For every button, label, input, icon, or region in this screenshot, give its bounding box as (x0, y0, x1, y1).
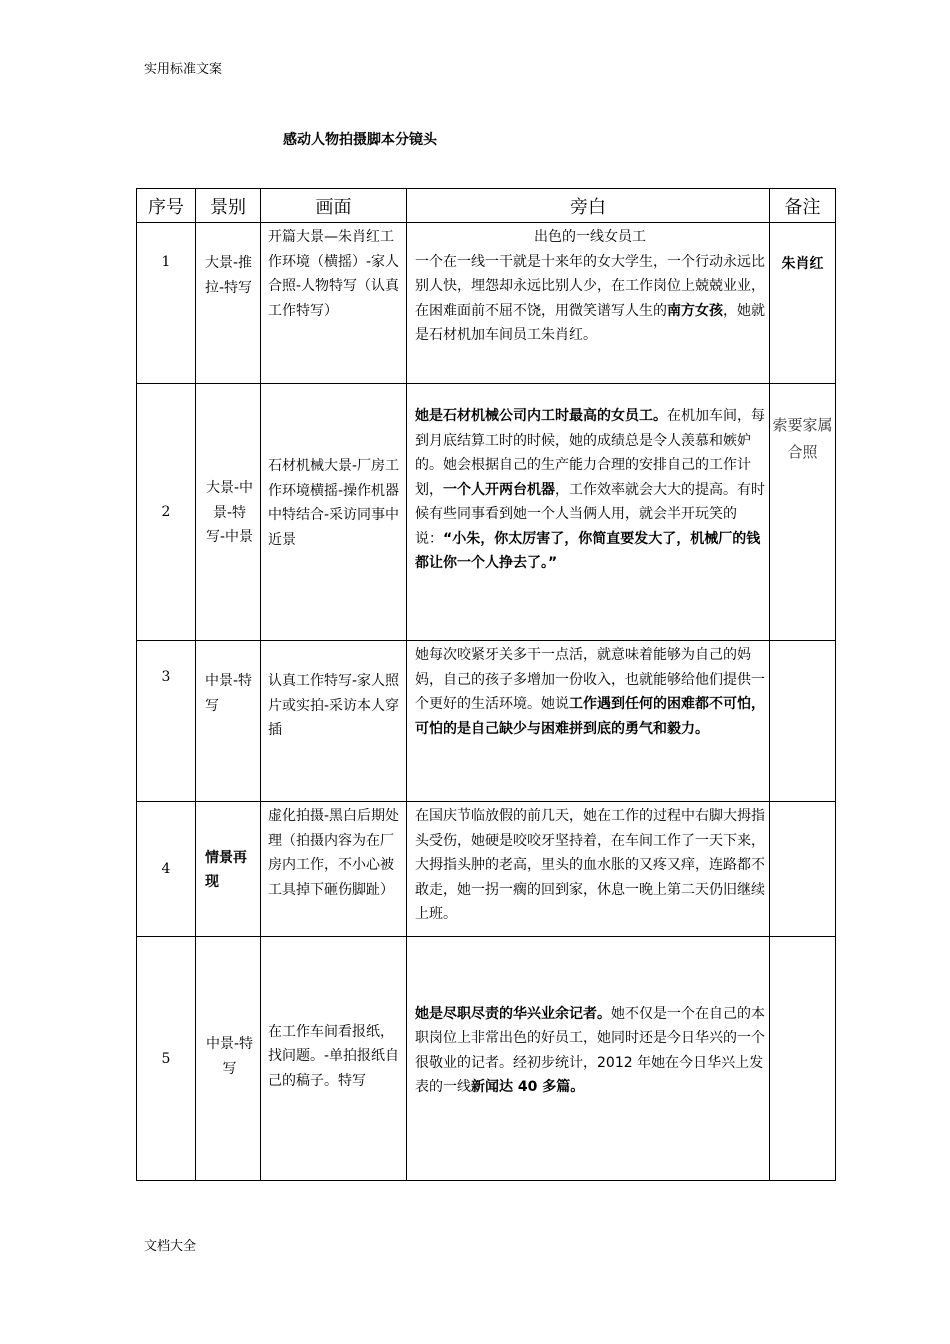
narration-cell (407, 384, 770, 641)
table-row (137, 384, 836, 641)
row-number: 1 (137, 223, 196, 384)
notes-cell (770, 937, 836, 1181)
shot-type-cell (196, 641, 261, 802)
table-header-row (137, 189, 836, 223)
narration (407, 998, 769, 1120)
table-row (137, 937, 836, 1181)
narration-cell (407, 937, 770, 1181)
narration (407, 641, 769, 741)
shot-type: 情景再现 (205, 849, 247, 890)
table-row (137, 641, 836, 802)
shot-type: 中景-特写 (205, 673, 253, 714)
narration: 在国庆节临放假的前几天，她在工作的过程中右脚大拇指头受伤，她硬是咬咬牙坚持着，在车间工作了一天下来，大拇指头肿的老高，里头的血水胀的又疼又痒，连路都不敢走，她一拐一瘸的回到家，休息一晚上第二天仍旧继续上班。 (415, 808, 765, 922)
scene-cell (261, 937, 407, 1181)
scene-description: 认真工作特写-家人照片或实拍-采访本人穿插 (268, 673, 400, 738)
storyboard-table (136, 188, 836, 1181)
table-row (137, 223, 836, 384)
scene-description: 在工作车间看报纸，找问题。-单拍报纸自己的稿子。特写 (268, 1023, 400, 1089)
narration-highlight: 她是石材机械公司内工时最高的女员工。 (415, 408, 667, 425)
narration-text: 一个在一线一干就是十来年的女大学生，一个行动永远比别人快，埋怨却永远比别人少，在工作岗位上兢兢业业，在困难面前不屈不饶，用微笑谱写人生的 (415, 253, 765, 319)
narration-highlight: 新闻达 40 多篇。 (471, 1079, 585, 1095)
narration-text: 在机加车间，每到月底结算工时的时候，她的成绩总是令人羡慕和嫉妒的。她会根据自己的生产能力合理的安排自己的工作计划， (415, 408, 765, 498)
notes-cell (770, 641, 836, 802)
table-row (137, 802, 836, 937)
shot-type: 大景-中景-特写-中景 (205, 480, 254, 546)
row-number: 5 (137, 937, 196, 1181)
row-number: 4 (137, 802, 196, 937)
scene-cell (261, 802, 407, 937)
scene-description: 开篇大景—朱肖红工作环境（横摇）-家人合照-人物特写（认真工作特写） (268, 229, 400, 319)
notes-cell (770, 802, 836, 937)
note-text: 索要家属合照 (772, 416, 833, 461)
shot-type: 中景-特写 (205, 1036, 254, 1077)
row-number: 3 (137, 641, 196, 802)
narration-highlight: 她是尽职尽责的华兴业余记者。 (415, 1005, 611, 1022)
shot-type-cell (196, 802, 261, 937)
narration-highlight: 工作遇到任何的困难都不可怕，可怕的是自己缺少与困难拼到底的勇气和毅力。 (415, 696, 765, 737)
narration-highlight: 南方女孩 (667, 302, 723, 319)
narration-text: 她每次咬紧牙关多干一点活，就意味着能够为自己的妈妈，自己的孩子多增加一份收入，也就能够给他们提供一个更好的生活环境。她说 (415, 647, 765, 712)
scene-cell (261, 223, 407, 384)
narration-highlight: 一个人开两台机器 (443, 481, 555, 498)
scene-cell (261, 384, 407, 641)
narration-cell (407, 223, 770, 384)
narration-text: 她不仅是一个在自己的本职岗位上非常出色的好员工，她同时还是今日华兴的一个很敬业的记者。经初步统计，2012 年她在今日华兴上发表的一线 (415, 1005, 765, 1095)
document-title: 感动人物拍摄脚本分镜头 (283, 132, 437, 148)
page-header: 实用标准文案 (144, 62, 223, 77)
column-header-number: 序号 (137, 189, 196, 223)
narration-text: ，她就是石材机加车间员工朱肖红。 (415, 302, 765, 343)
column-header-scene: 画面 (261, 189, 407, 223)
notes-cell (770, 384, 836, 641)
narration (407, 223, 769, 348)
scene-description: 石材机械大景-厂房工作环境横摇-操作机器中特结合-采访同事中近景 (268, 458, 400, 548)
scene-description: 虚化拍摄-黑白后期处理（拍摄内容为在厂房内工作，不小心被工具掉下砸伤脚趾） (268, 808, 400, 898)
column-header-shot-type: 景别 (196, 189, 261, 223)
narration-cell (407, 641, 770, 802)
column-header-narration: 旁白 (407, 189, 770, 223)
note-text: 朱肖红 (781, 256, 824, 272)
column-header-notes: 备注 (770, 189, 836, 223)
page-footer: 文档大全 (144, 1239, 197, 1254)
narration-cell (407, 802, 770, 937)
shot-type-cell (196, 937, 261, 1181)
shot-type-cell (196, 223, 261, 384)
row-number: 2 (137, 384, 196, 641)
narration-subtitle: 出色的一线女员工 (534, 229, 646, 245)
narration-text: ，工作效率就会大大的提高。有时候有些同事看到她一个人当俩人用，就会半开玩笑的说： (415, 481, 765, 547)
shot-type: 大景-推拉-特写 (205, 255, 253, 296)
narration-highlight: “小朱，你太厉害了，你简直要发大了，机械厂的钱都让你一个人挣去了。” (415, 530, 761, 572)
narration (407, 400, 769, 624)
scene-cell (261, 641, 407, 802)
shot-type-cell (196, 384, 261, 641)
notes-cell (770, 223, 836, 384)
